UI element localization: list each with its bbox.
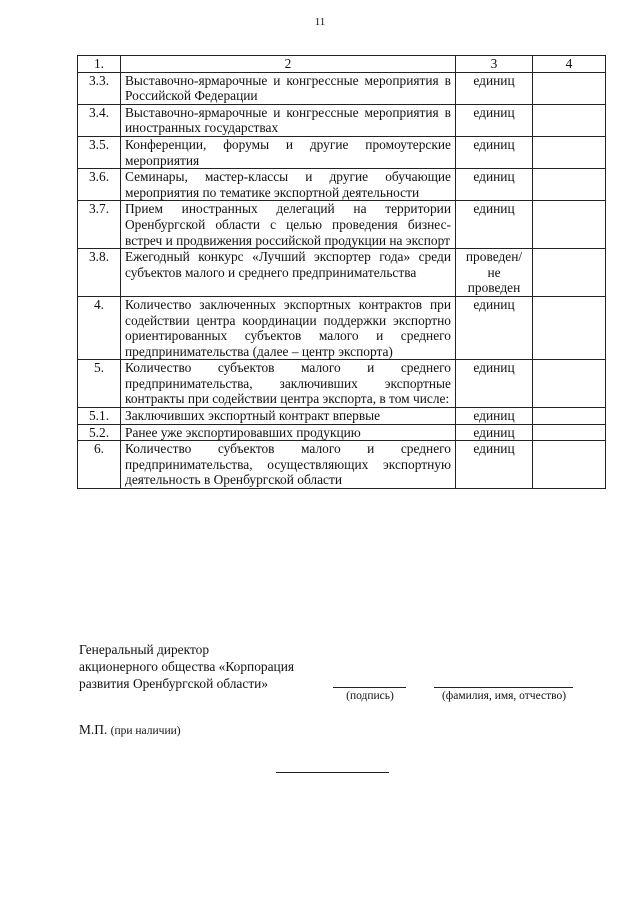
- signer-title-line-2: акционерного общества «Корпорация: [79, 659, 295, 674]
- value-cell: [533, 441, 606, 489]
- indicator-name-cell: Выставочно-ярмарочные и конгрессные мероприятия в Российской Федерации: [121, 72, 456, 104]
- value-cell: [533, 408, 606, 425]
- indicator-name-cell: Количество заключенных экспортных контрактов при содействии центра координации поддержки экспортно ориентированных субъектов малого и среднего предпринимательства (далее – центр экспорта): [121, 296, 456, 359]
- row-number-cell: 3.8.: [78, 249, 121, 297]
- indicator-name-cell: Прием иностранных делегаций на территории Оренбургской области с целью проведения бизнес-встреч и продвижения российской продукции на экспорт: [121, 201, 456, 249]
- row-number-cell: 5.: [78, 360, 121, 408]
- header-col-1: 1.: [78, 56, 121, 73]
- indicator-name-cell: Конференции, форумы и другие промоутерские мероприятия: [121, 136, 456, 168]
- table-row: [78, 136, 606, 168]
- unit-cell: единиц: [456, 104, 533, 136]
- row-number-cell: 3.5.: [78, 136, 121, 168]
- full-name-caption: (фамилия, имя, отчество): [441, 690, 567, 702]
- signature-block: [79, 641, 294, 692]
- indicator-name-cell: Заключивших экспортный контракт впервые: [121, 408, 456, 425]
- value-cell: [533, 72, 606, 104]
- table-row: [78, 296, 606, 359]
- unit-cell: единиц: [456, 136, 533, 168]
- row-number-cell: 5.1.: [78, 408, 121, 425]
- value-cell: [533, 360, 606, 408]
- value-cell: [533, 104, 606, 136]
- closing-line: [276, 772, 389, 773]
- value-cell: [533, 136, 606, 168]
- unit-cell: единиц: [456, 169, 533, 201]
- value-cell: [533, 424, 606, 441]
- unit-cell: единиц: [456, 441, 533, 489]
- row-number-cell: 5.2.: [78, 424, 121, 441]
- row-number-cell: 3.4.: [78, 104, 121, 136]
- table-row: [78, 360, 606, 408]
- seal-label: М.П.: [79, 722, 108, 737]
- table-row: [78, 169, 606, 201]
- indicator-name-cell: Количество субъектов малого и среднего предпринимательства, осуществляющих экспортную деятельность в Оренбургской области: [121, 441, 456, 489]
- indicator-name-cell: Ежегодный конкурс «Лучший экспортер года» среди субъектов малого и среднего предпринимательства: [121, 249, 456, 297]
- unit-cell: единиц: [456, 360, 533, 408]
- full-name-line: [434, 687, 573, 688]
- row-number-cell: 3.7.: [78, 201, 121, 249]
- unit-cell: единиц: [456, 424, 533, 441]
- value-cell: [533, 201, 606, 249]
- header-col-3: 3: [456, 56, 533, 73]
- table-row: [78, 201, 606, 249]
- table-body: [78, 56, 606, 489]
- seal-note: [79, 722, 181, 738]
- signer-title-line-3: развития Оренбургской области»: [79, 676, 269, 691]
- indicator-name-cell: Ранее уже экспортировавших продукцию: [121, 424, 456, 441]
- table-header-row: [78, 56, 606, 73]
- page-number: 11: [314, 16, 326, 28]
- indicators-table: [77, 55, 606, 489]
- signature-caption: (подпись): [346, 690, 394, 702]
- table-row: [78, 104, 606, 136]
- value-cell: [533, 169, 606, 201]
- unit-cell: единиц: [456, 408, 533, 425]
- indicator-name-cell: Семинары, мастер-классы и другие обучающие мероприятия по тематике экспортной деятельности: [121, 169, 456, 201]
- table-row: [78, 72, 606, 104]
- header-col-2: 2: [121, 56, 456, 73]
- table-row: [78, 408, 606, 425]
- signature-line: [333, 687, 406, 688]
- seal-note-text: (при наличии): [110, 725, 181, 737]
- indicator-name-cell: Количество субъектов малого и среднего предпринимательства, заключивших экспортные контракты при содействии центра экспорта, в том числе:: [121, 360, 456, 408]
- unit-cell: единиц: [456, 296, 533, 359]
- row-number-cell: 6.: [78, 441, 121, 489]
- table-row: [78, 424, 606, 441]
- unit-cell: единиц: [456, 201, 533, 249]
- table-row: [78, 441, 606, 489]
- row-number-cell: 3.3.: [78, 72, 121, 104]
- signer-title-line-1: Генеральный директор: [79, 642, 210, 657]
- row-number-cell: 4.: [78, 296, 121, 359]
- indicator-name-cell: Выставочно-ярмарочные и конгрессные мероприятия в иностранных государствах: [121, 104, 456, 136]
- value-cell: [533, 296, 606, 359]
- unit-cell: единиц: [456, 72, 533, 104]
- header-col-4: 4: [533, 56, 606, 73]
- value-cell: [533, 249, 606, 297]
- row-number-cell: 3.6.: [78, 169, 121, 201]
- table-row: [78, 249, 606, 297]
- unit-cell: проведен/ не проведен: [456, 249, 533, 297]
